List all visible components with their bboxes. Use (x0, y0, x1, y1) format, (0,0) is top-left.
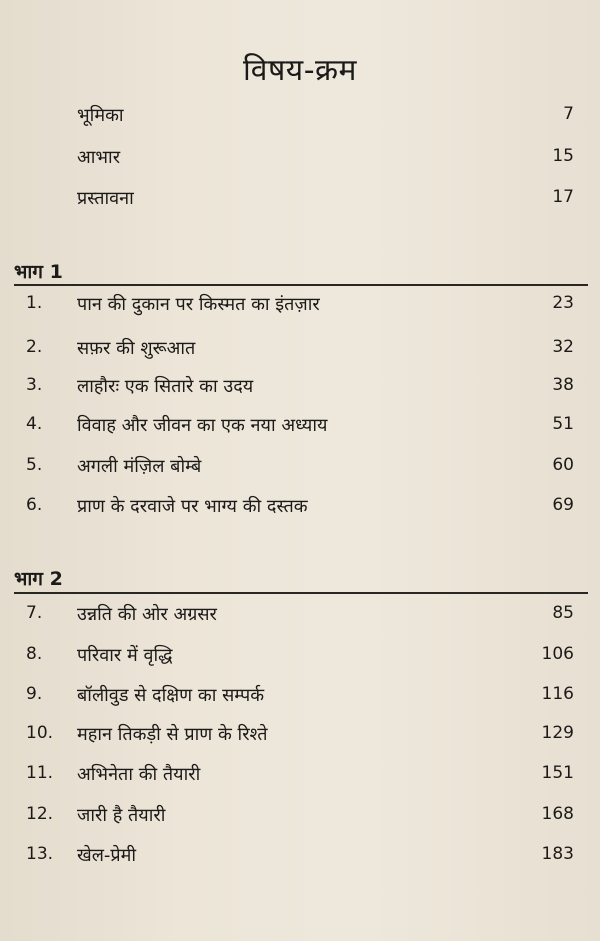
toc-entry (0, 100, 600, 130)
chapter-title: खेल-प्रेमी (77, 845, 137, 866)
entry-page: 17 (552, 187, 574, 207)
chapter-entry (0, 491, 600, 521)
chapter-entry (0, 410, 600, 440)
entry-page: 7 (563, 104, 574, 124)
chapter-entry (0, 800, 600, 830)
chapter-page: 183 (541, 844, 574, 864)
chapter-title: सफ़र की शुरूआत (77, 338, 196, 359)
chapter-number: 1. (26, 293, 43, 313)
toc-entry (0, 183, 600, 213)
chapter-title: परिवार में वृद्धि (77, 645, 173, 666)
chapter-page: 168 (541, 804, 574, 824)
contents-title: विषय-क्रम (243, 53, 357, 88)
chapter-entry (0, 599, 600, 629)
chapter-number: 9. (26, 684, 43, 704)
chapter-number: 7. (26, 603, 43, 623)
chapter-entry (0, 371, 600, 401)
chapter-page: 85 (552, 603, 574, 623)
chapter-page: 60 (552, 455, 574, 475)
chapter-page: 23 (552, 293, 574, 313)
chapter-page: 116 (541, 684, 574, 704)
chapter-number: 3. (26, 375, 43, 395)
chapter-title: विवाह और जीवन का एक नया अध्याय (77, 415, 328, 436)
divider (14, 592, 588, 594)
chapter-entry (0, 680, 600, 710)
chapter-entry (0, 759, 600, 789)
chapter-number: 11. (26, 763, 54, 783)
chapter-page: 38 (552, 375, 574, 395)
chapter-page: 32 (552, 337, 574, 357)
chapter-title: महान तिकड़ी से प्राण के रिश्ते (77, 724, 268, 745)
chapter-title: पान की दुकान पर किस्मत का इंतज़ार (77, 294, 320, 315)
chapter-title: अगली मंज़िल बोम्बे (77, 456, 202, 477)
chapter-title: उन्नति की ओर अग्रसर (77, 604, 217, 625)
chapter-number: 13. (26, 844, 54, 864)
entry-label: भूमिका (77, 105, 124, 126)
chapter-number: 2. (26, 337, 43, 357)
chapter-title: अभिनेता की तैयारी (77, 764, 201, 785)
entry-label: प्रस्तावना (77, 188, 134, 209)
chapter-number: 6. (26, 495, 43, 515)
chapter-page: 151 (541, 763, 574, 783)
part-heading: भाग 2 (14, 568, 63, 590)
chapter-number: 4. (26, 414, 43, 434)
toc-entry (0, 142, 600, 172)
chapter-title: जारी है तैयारी (77, 805, 166, 826)
chapter-number: 10. (26, 723, 54, 743)
chapter-page: 129 (541, 723, 574, 743)
entry-page: 15 (552, 146, 574, 166)
chapter-title: बॉलीवुड से दक्षिण का सम्पर्क (77, 685, 265, 706)
chapter-entry (0, 451, 600, 481)
chapter-page: 106 (541, 644, 574, 664)
chapter-entry (0, 719, 600, 749)
chapter-number: 8. (26, 644, 43, 664)
chapter-title: प्राण के दरवाजे पर भाग्य की दस्तक (77, 496, 308, 517)
chapter-number: 5. (26, 455, 43, 475)
entry-label: आभार (77, 147, 121, 168)
divider (14, 284, 588, 286)
chapter-page: 69 (552, 495, 574, 515)
chapter-page: 51 (552, 414, 574, 434)
chapter-entry (0, 333, 600, 363)
chapter-entry (0, 840, 600, 870)
chapter-number: 12. (26, 804, 54, 824)
chapter-title: लाहौरः एक सितारे का उदय (77, 376, 254, 397)
chapter-entry (0, 640, 600, 670)
chapter-entry (0, 289, 600, 319)
part-heading: भाग 1 (14, 261, 63, 283)
